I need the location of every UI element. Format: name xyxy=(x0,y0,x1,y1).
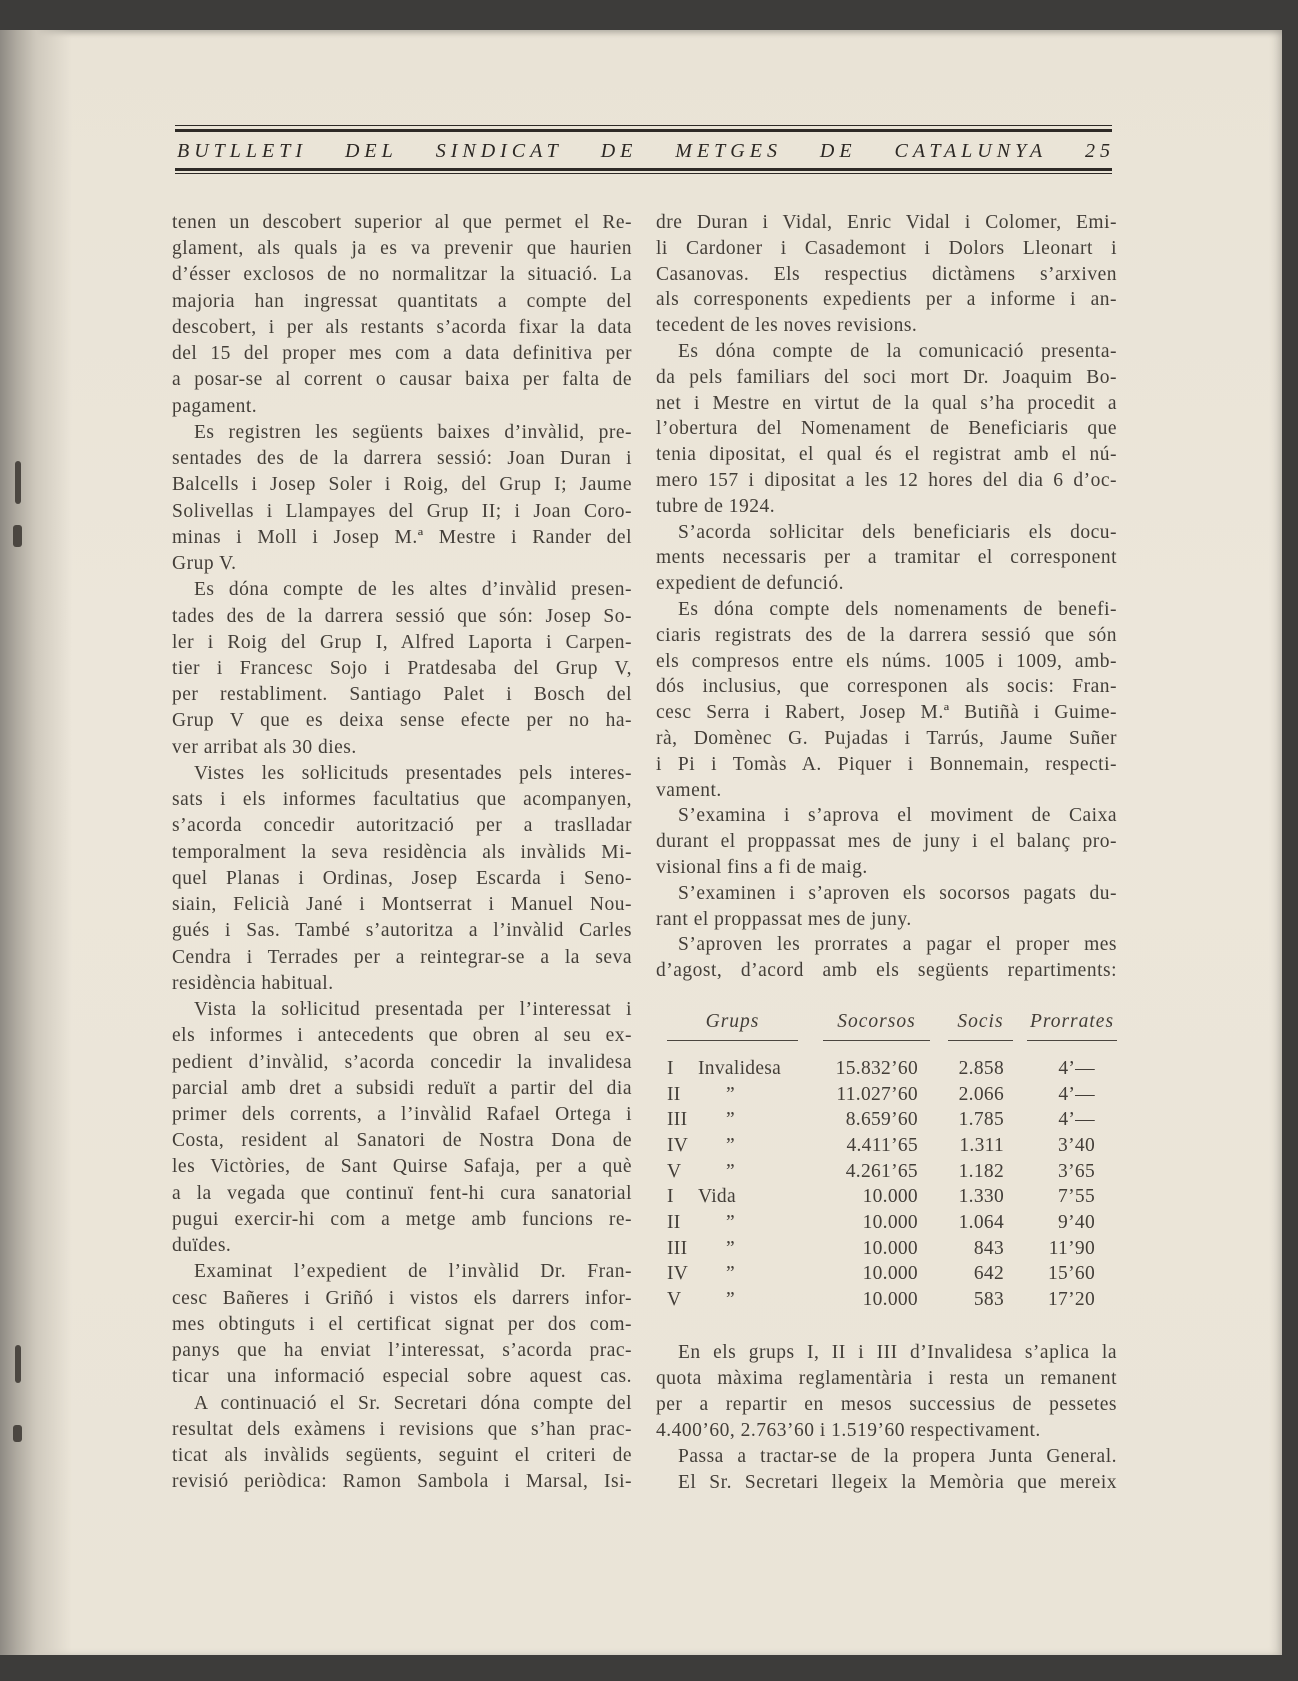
text-line: tubre de 1924. xyxy=(656,495,776,517)
text-line: ver arribat als 30 dies. xyxy=(172,736,357,758)
binding-mark xyxy=(15,461,21,504)
table-header-prorrates: Prorrates xyxy=(1027,1010,1117,1041)
header-rule xyxy=(175,168,1112,171)
text-line: li Cardoner i Casademont i Dolors Lleonart i xyxy=(656,237,1117,259)
table-cell-socorsos: 4.411’65 xyxy=(846,1134,918,1156)
text-line: panys que ha enviat l’interessat, s’acorda prac- xyxy=(172,1340,632,1362)
table-row xyxy=(656,1236,1117,1262)
text-line: cesc Bañeres i Griñó i vistos els darrers infor- xyxy=(172,1287,632,1309)
table-cell-socorsos: 4.261’65 xyxy=(845,1160,918,1182)
text-line: primer dels corrents, a l’invàlid Rafael Ortega i xyxy=(172,1103,632,1125)
table-cell-kind: ” xyxy=(726,1263,735,1285)
text-line: gués i Sas. També s’autoritza a l’invàlid Carles xyxy=(172,920,632,942)
binding-mark xyxy=(13,525,22,547)
text-line: durant el proppassat mes de juny i el balanç pro- xyxy=(656,831,1117,853)
text-line: ments necessaris per a tramitar el corresponent xyxy=(656,547,1117,569)
table-cell-kind: Vida xyxy=(698,1186,736,1208)
table-cell-kind: ” xyxy=(726,1237,735,1259)
header-rule xyxy=(175,173,1112,174)
table-cell-group: IV xyxy=(667,1263,689,1285)
table-cell-kind: ” xyxy=(726,1289,735,1311)
header-word: BUTLLETI xyxy=(177,140,308,162)
paragraph xyxy=(656,881,1117,933)
text-line: a posar-se al corrent o causar baixa per falta de xyxy=(172,369,632,391)
text-line: d’ésser exclosos de no normalitzar la situació. La xyxy=(172,264,632,286)
text-line: a la vegada que continuï fent-hi cura sanatorial xyxy=(172,1182,632,1204)
table-row xyxy=(656,1287,1117,1313)
text-line: S’examina i s’aprova el moviment de Caixa xyxy=(678,805,1117,827)
text-line: S’aproven les prorrates a pagar el proper mes xyxy=(678,934,1117,956)
text-line: temporalment la seva residència als invàlids Mi- xyxy=(172,841,632,863)
text-line: vament. xyxy=(656,779,722,801)
text-line: da pels familiars del soci mort Dr. Joaquim Bo- xyxy=(656,366,1117,388)
paragraph xyxy=(656,597,1117,803)
header-word: DE xyxy=(600,140,638,162)
binding-shadow xyxy=(0,30,72,1655)
table-cell-prorrata: 4’— xyxy=(1058,1057,1095,1079)
text-line: d’agost, d’acord amb els següents repartiments: xyxy=(656,960,1117,982)
table-cell-socorsos: 11.027’60 xyxy=(836,1083,918,1105)
paragraph xyxy=(656,1470,1117,1496)
text-line: tier i Francesc Sojo i Pratdesaba del Grup V, xyxy=(172,657,632,679)
table-row xyxy=(656,1261,1117,1287)
header-word: SINDICAT xyxy=(435,140,563,162)
text-line: Solivellas i Llampayes del Grup II; i Joan Coro- xyxy=(172,500,632,522)
left-column xyxy=(172,210,632,1495)
text-line: als corresponents expedients per a informe i an- xyxy=(656,289,1117,311)
right-column-text xyxy=(656,210,1117,984)
text-line: els informes i antecedents que obren al seu ex- xyxy=(172,1025,632,1047)
table-cell-group: V xyxy=(667,1289,682,1311)
text-line: sentades des de la darrera sessió: Joan Duran i xyxy=(172,448,632,470)
text-line: ticar una informació especial sobre aquest cas. xyxy=(172,1366,632,1388)
text-line: Examinat l’expedient de l’invàlid Dr. Fran- xyxy=(194,1261,632,1283)
text-line: siain, Felicià Jané i Montserrat i Manuel Nou- xyxy=(172,894,632,916)
table-cell-prorrata: 9’40 xyxy=(1058,1212,1095,1233)
table-cell-socorsos: 8.659’60 xyxy=(845,1109,918,1131)
paragraph xyxy=(656,339,1117,520)
text-line: els compresos entre els núms. 1005 i 1009, amb- xyxy=(656,650,1117,672)
table-cell-socis: 1.064 xyxy=(958,1212,1004,1233)
table-cell-group: V xyxy=(667,1160,682,1182)
table-cell-prorrata: 4’— xyxy=(1058,1109,1095,1131)
text-line: El Sr. Secretari llegeix la Memòria que mereix xyxy=(678,1471,1117,1493)
paragraph xyxy=(656,520,1117,597)
text-line: Es dóna compte de les altes d’invàlid presen- xyxy=(194,579,632,601)
binding-mark xyxy=(13,1425,22,1442)
text-line: tecedent de les noves revisions. xyxy=(656,315,918,337)
table-cell-socorsos: 10.000 xyxy=(862,1237,918,1259)
text-line: rant el proppassat mes de juny. xyxy=(656,908,912,930)
table-cell-socis: 1.311 xyxy=(959,1134,1004,1156)
paragraph xyxy=(172,1391,632,1496)
text-line: S’examinen i s’aproven els socorsos pagats du- xyxy=(678,882,1117,904)
paragraph xyxy=(172,761,632,997)
header-rule xyxy=(175,125,1112,126)
paragraph xyxy=(656,1340,1117,1444)
text-line: dós inclusius, que corresponen als socis: Fran- xyxy=(656,676,1117,698)
text-line: sats i els informes facultatius que acompanyen, xyxy=(172,789,632,811)
text-line: les Victòries, de Sant Quirse Safaja, per a què xyxy=(172,1156,632,1178)
text-line: Es registren les següents baixes d’invàlid, pre- xyxy=(194,421,632,443)
text-line: expedient de defunció. xyxy=(656,573,845,595)
header-rule xyxy=(175,129,1112,132)
text-line: l’obertura del Nomenament de Beneficiaris que xyxy=(656,418,1117,440)
text-line: pedient d’invàlid, s’acorda concedir la invalidesa xyxy=(172,1051,632,1073)
text-line: A continuació el Sr. Secretari dóna compte del xyxy=(194,1392,632,1414)
text-line: pugui exercir-hi com a metge amb funcions re- xyxy=(172,1208,632,1230)
table-row xyxy=(656,1184,1117,1210)
table-cell-kind: ” xyxy=(726,1109,735,1131)
text-line: dre Duran i Vidal, Enric Vidal i Colomer, Emi- xyxy=(656,212,1117,233)
paragraph xyxy=(656,210,1117,339)
table-cell-socis: 1.785 xyxy=(958,1109,1004,1131)
text-line: En els grups I, II i III d’Invalidesa s’aplica la xyxy=(678,1342,1117,1363)
paragraph xyxy=(656,1444,1117,1470)
table-cell-socis: 843 xyxy=(973,1237,1004,1259)
table-cell-prorrata: 3’65 xyxy=(1058,1160,1095,1182)
text-line: quel Planas i Ordinas, Josep Escarda i Seno- xyxy=(172,867,632,889)
table-cell-kind: Invalidesa xyxy=(698,1057,782,1079)
table-row xyxy=(656,1159,1117,1185)
text-line: Balcells i Josep Soler i Roig, del Grup I; Jaume xyxy=(172,474,632,496)
table-cell-group: I xyxy=(667,1186,674,1208)
text-line: resultat dels exàmens i revisions que s’han prac- xyxy=(172,1418,632,1440)
table-cell-socorsos: 10.000 xyxy=(862,1289,918,1311)
text-line: pagament. xyxy=(172,395,258,417)
text-line: cesc Serra i Rabert, Josep M.ª Butiñà i Guime- xyxy=(656,702,1117,724)
paragraph xyxy=(656,932,1117,984)
text-line: Vistes les soŀlicituds presentades pels interes- xyxy=(194,762,632,784)
running-header xyxy=(177,139,1115,163)
table-cell-socis: 1.330 xyxy=(958,1186,1004,1208)
table-cell-group: II xyxy=(667,1083,681,1105)
table-cell-group: II xyxy=(667,1212,681,1233)
table-cell-kind: ” xyxy=(726,1134,735,1156)
text-line: 4.400’60, 2.763’60 i 1.519’60 respectivament. xyxy=(656,1419,1041,1441)
text-line: majoria han ingressat quantitats a compte del xyxy=(172,290,632,312)
header-word: METGES xyxy=(675,140,782,162)
table-cell-prorrata: 4’— xyxy=(1058,1083,1095,1105)
table-cell-group: I xyxy=(667,1057,674,1079)
text-line: rà, Domènec G. Pujadas i Tarrús, Jaume Suñer xyxy=(656,727,1117,749)
text-line: mero 157 i dipositat a les 12 hores del dia 6 d’oc- xyxy=(656,469,1117,491)
table-cell-socorsos: 15.832’60 xyxy=(835,1057,918,1079)
table-header-grups: Grups xyxy=(667,1010,798,1041)
text-line: ciaris registrats des de la darrera sessió que són xyxy=(656,624,1117,646)
text-line: del 15 del proper mes com a data definitiva per xyxy=(172,343,632,365)
text-line: duïdes. xyxy=(172,1235,232,1257)
text-line: parcial amb dret a subsidi reduït a partir del dia xyxy=(172,1077,632,1099)
paragraph xyxy=(172,1259,632,1390)
table-row xyxy=(656,1056,1117,1082)
text-line: Casanovas. Els respectius dictàmens s’arxiven xyxy=(656,263,1117,285)
table-cell-group: IV xyxy=(667,1134,689,1156)
table-header-socis: Socis xyxy=(948,1010,1013,1041)
table-cell-socis: 1.182 xyxy=(958,1160,1004,1182)
text-line: ticat als invàlids següents, seguint el criteri de xyxy=(172,1445,632,1467)
header-word: DEL xyxy=(344,140,398,162)
repartiments-table xyxy=(656,1010,1117,1320)
text-line: per restabliment. Santiago Palet i Bosch del xyxy=(172,684,632,706)
table-cell-kind: ” xyxy=(726,1212,735,1233)
text-line: Grup V que es deixa sense efecte per no ha- xyxy=(172,710,632,732)
table-row xyxy=(656,1210,1117,1236)
text-line: minas i Moll i Josep M.ª Mestre i Rander del xyxy=(172,526,632,548)
paragraph xyxy=(172,997,632,1259)
text-line: i Pi i Tomàs A. Piquer i Bonnemain, respecti- xyxy=(656,753,1117,775)
text-line: Es dóna compte dels nomenaments de benefi- xyxy=(678,598,1117,620)
table-cell-socis: 583 xyxy=(973,1289,1004,1311)
text-line: tenen un descobert superior al que permet el Re- xyxy=(172,212,632,233)
text-line: net i Mestre en virtut de la qual s’ha procedit a xyxy=(656,392,1117,414)
paragraph xyxy=(172,577,632,761)
text-line: Costa, resident al Sanatori de Nostra Dona de xyxy=(172,1130,632,1152)
text-line: Passa a tractar-se de la propera Junta General. xyxy=(678,1445,1117,1467)
text-line: glament, als quals ja es va prevenir que haurien xyxy=(172,238,632,260)
header-word: DE xyxy=(819,140,857,162)
text-line: revisió periòdica: Ramon Sambola i Marsal, Isi- xyxy=(172,1471,632,1493)
header-word: CATALUNYA xyxy=(894,140,1048,162)
table-cell-prorrata: 17’20 xyxy=(1048,1289,1095,1311)
table-cell-socis: 2.858 xyxy=(958,1057,1004,1079)
text-line: Cendra i Terrades per a reintegrar-se a la seva xyxy=(172,946,632,968)
text-line: Grup V. xyxy=(172,553,237,575)
table-cell-socorsos: 10.000 xyxy=(862,1263,918,1285)
table-cell-group: III xyxy=(667,1237,688,1259)
paragraph xyxy=(172,420,632,577)
table-cell-group: III xyxy=(667,1109,688,1131)
text-line: ler i Roig del Grup I, Alfred Laporta i Carpen- xyxy=(172,631,632,653)
right-column-closing-text xyxy=(656,1340,1117,1495)
table-cell-socorsos: 10.000 xyxy=(862,1212,918,1233)
table-cell-socis: 2.066 xyxy=(958,1083,1004,1105)
text-line: Es dóna compte de la comunicació presenta- xyxy=(678,340,1117,362)
table-row xyxy=(656,1107,1117,1133)
table-cell-kind: ” xyxy=(726,1160,735,1182)
paragraph xyxy=(656,803,1117,880)
table-header-socorsos: Socorsos xyxy=(823,1010,930,1041)
table-cell-prorrata: 3’40 xyxy=(1058,1134,1095,1156)
text-line: visional fins a fi de maig. xyxy=(656,856,868,878)
table-row xyxy=(656,1133,1117,1159)
table-cell-socorsos: 10.000 xyxy=(862,1186,918,1208)
text-line: tades des de la darrera sessió que són: Josep So- xyxy=(172,605,632,627)
text-line: descobert, i per als restants s’acorda fixar la data xyxy=(172,316,632,338)
binding-mark xyxy=(15,1345,21,1383)
text-line: Vista la soŀlicitud presentada per l’interessat i xyxy=(194,999,632,1021)
table-cell-prorrata: 7’55 xyxy=(1058,1186,1095,1208)
text-line: per a repartir en mesos successius de pessetes xyxy=(656,1393,1117,1415)
text-line: s’acorda concedir autorització per a traslladar xyxy=(172,815,632,837)
text-line: tenia dipositat, el qual és el registrat amb el nú- xyxy=(656,444,1117,466)
table-cell-kind: ” xyxy=(726,1083,735,1105)
paragraph xyxy=(172,210,632,420)
text-line: S’acorda soŀlicitar dels beneficiaris els docu- xyxy=(678,521,1117,543)
table-cell-prorrata: 15’60 xyxy=(1048,1263,1095,1285)
table-row xyxy=(656,1082,1117,1108)
page-number: 25 xyxy=(1084,140,1115,162)
table-cell-socis: 642 xyxy=(973,1263,1004,1285)
text-line: residència habitual. xyxy=(172,972,334,994)
table-cell-prorrata: 11’90 xyxy=(1048,1237,1095,1259)
text-line: quota màxima reglamentària i resta un remanent xyxy=(656,1367,1117,1389)
text-line: mes obtinguts i el certificat signat per dos com- xyxy=(172,1313,632,1335)
